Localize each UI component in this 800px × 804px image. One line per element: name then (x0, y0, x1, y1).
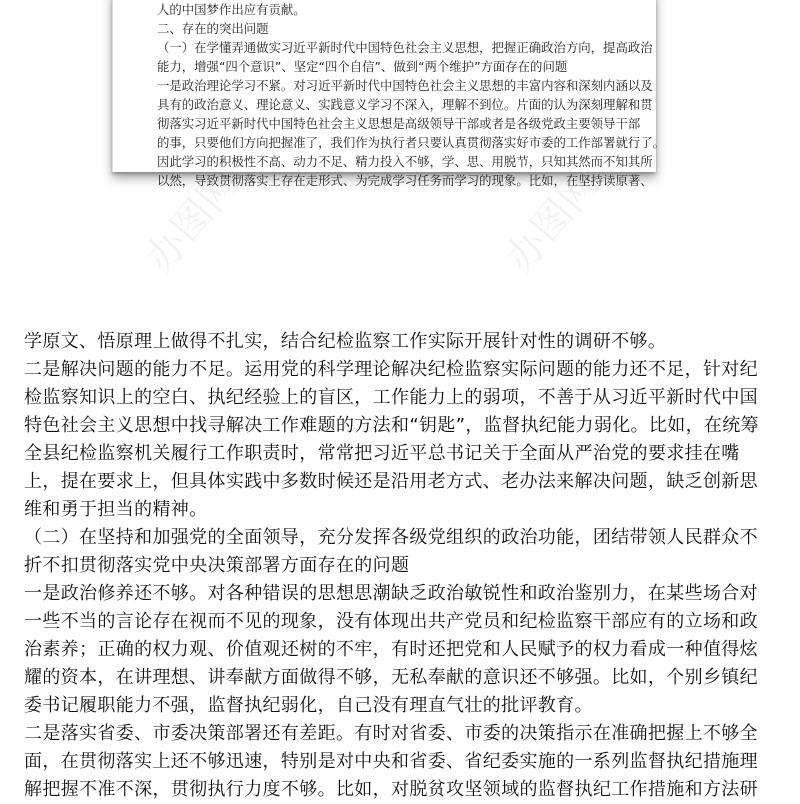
watermark: 办图网 (136, 160, 249, 282)
body-line: 委书记履职能力不强，监督执纪弱化，自己没有理直气壮的批评教育。 (24, 695, 593, 716)
body-line: 折不扣贯彻落实党中央决策部署方面存在的问题 (24, 555, 410, 576)
body-line: 学原文、悟原理上做得不扎实，结合纪检监察工作实际开展针对性的调研不够。 (24, 331, 667, 352)
body-line: 特色社会主义思想中找寻解决工作难题的方法和“钥匙”，监督执纪能力弱化。比如，在统筹 (24, 415, 759, 436)
document-preview-card (112, 0, 666, 188)
body-line: （二）在坚持和加强党的全面领导，充分发挥各级党组织的政治功能，团结带领人民群众不 (24, 527, 758, 548)
preview-line: 的事，只要他们方向把握准了，我们作为执行者只要认真贯彻落实好市委的工作部署就行了。 (157, 135, 666, 150)
body-line: 检监察知识上的空白、执纪经验上的盲区，工作能力上的弱项，不善于从习近平新时代中国 (24, 387, 758, 408)
body-line: 维和勇于担当的精神。 (24, 499, 208, 520)
preview-text (157, 0, 665, 190)
preview-line: （一）在学懂弄通做实习近平新时代中国特色社会主义思想，把握正确政治方向，提高政治 (157, 40, 653, 55)
body-line: 上，提在要求上，但具体实践中多数时候还是沿用老方式、老办法来解决问题，缺乏创新思 (24, 471, 758, 492)
document-body (24, 328, 759, 804)
preview-line: 因此学习的积极性不高、动力不足、精力投入不够，学、思、用脱节，只知其然而不知其所 (157, 154, 653, 169)
body-line: 耀的资本，在讲理想、讲奉献方面做得不够，无私奉献的意识还不够强。比如，个别乡镇纪 (24, 667, 758, 688)
body-line: 解把握不准不深，贯彻执行力度不够。比如，对脱贫攻坚领域的监督执纪工作措施和方法研 (24, 779, 758, 800)
body-line: 面，在贯彻落实上还不够迅速，特别是对中央和省委、省纪委实施的一系列监督执纪措施理 (24, 751, 758, 772)
body-line: 二是解决问题的能力不足。运用党的科学理论解决纪检监察实际问题的能力还不足，针对纪 (24, 359, 758, 380)
preview-line: 以然，导致贯彻落实上存在走形式、为完成学习任务而学习的现象。比如，在坚持读原著、 (157, 173, 653, 188)
preview-line: 一是政治理论学习不紧。对习近平新时代中国特色社会主义思想的丰富内容和深刻内涵以及 (157, 78, 653, 93)
preview-line: 能力，增强“四个意识”、坚定“四个自信”、做到“两个维护”方面存在的问题 (157, 59, 568, 74)
preview-line: 人的中国梦作出应有贡献。 (157, 2, 306, 17)
body-line: 一是政治修养还不够。对各种错误的思想思潮缺乏政治敏锐性和政治鉴别力，在某些场合对 (24, 583, 758, 604)
body-line: 治素养；正确的权力观、价值观还树的不牢，有时还把党和人民赋予的权力看成一种值得炫 (24, 639, 758, 660)
preview-line: 具有的政治意义、理论意义、实践意义学习不深入，理解不到位。片面的认为深刻理解和贯 (157, 97, 653, 112)
preview-line: 二、存在的突出问题 (157, 21, 269, 36)
body-line: 全县纪检监察机关履行工作职责时，常常把习近平总书记关于全面从严治党的要求挂在嘴 (24, 443, 740, 464)
watermark: 办图网 (496, 160, 609, 282)
body-line: 一些不当的言论存在视而不见的现象，没有体现出共产党员和纪检监察干部应有的立场和政 (24, 611, 758, 632)
preview-line: 彻落实习近平新时代中国特色社会主义思想是高级领导干部或者是各级党政主要领导干部 (157, 116, 641, 131)
body-line: 二是落实省委、市委决策部署还有差距。有时对省委、市委的决策指示在准确把握上不够全 (24, 723, 758, 744)
